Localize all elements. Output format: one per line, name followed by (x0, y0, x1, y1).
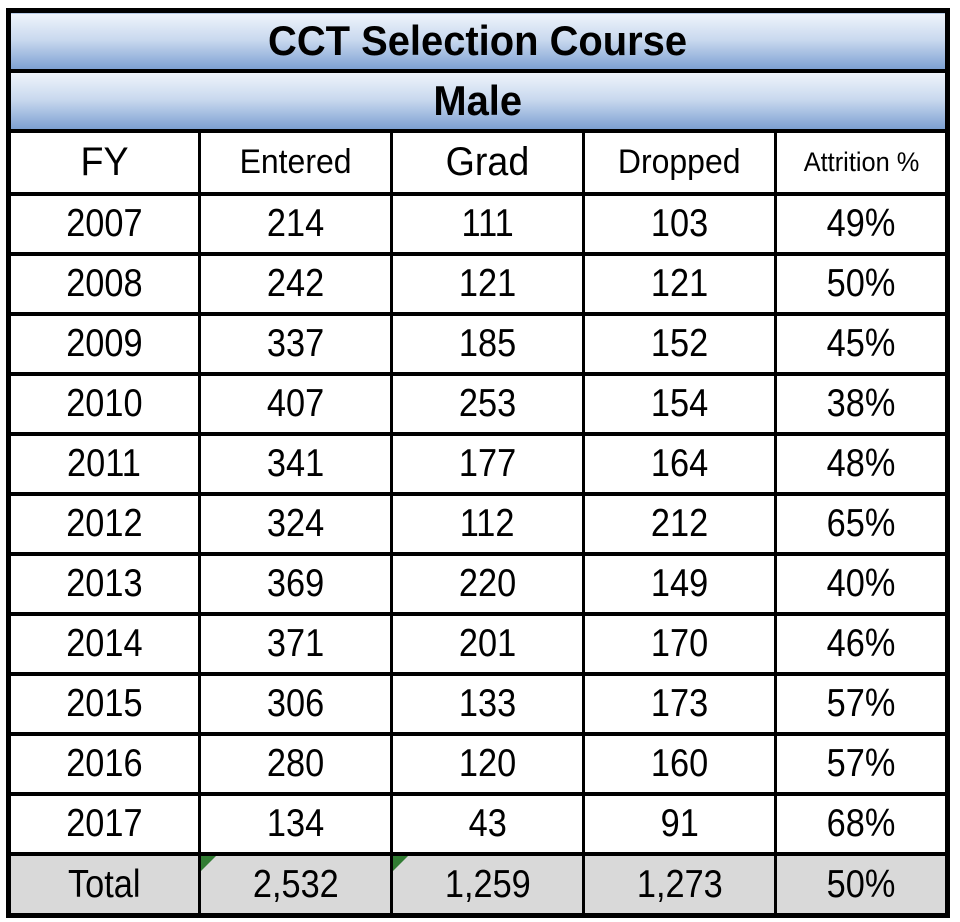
total-grad-cell[interactable]: 1,259 (392, 854, 584, 916)
cell-entered[interactable]: 337 (199, 314, 391, 374)
cell-fy[interactable]: 2013 (9, 554, 200, 614)
cell-entered[interactable]: 214 (199, 194, 391, 254)
cell-grad[interactable]: 177 (392, 434, 584, 494)
cell-grad[interactable]: 220 (392, 554, 584, 614)
cell-entered[interactable]: 324 (199, 494, 391, 554)
table-row-2014 (9, 614, 948, 674)
cell-attrition[interactable]: 68% (776, 794, 948, 854)
cell-entered[interactable]: 371 (199, 614, 391, 674)
cct-selection-table (6, 8, 950, 918)
table-row-2015 (9, 674, 948, 734)
cell-fy[interactable]: 2008 (9, 254, 200, 314)
cell-dropped[interactable]: 149 (583, 554, 775, 614)
cell-attrition[interactable]: 46% (776, 614, 948, 674)
col-header-entered[interactable]: Entered (199, 131, 391, 194)
col-header-dropped[interactable]: Dropped (583, 131, 775, 194)
cell-fy[interactable]: 2009 (9, 314, 200, 374)
cell-fy[interactable]: 2014 (9, 614, 200, 674)
column-header-row (9, 131, 948, 194)
table-row-2010 (9, 374, 948, 434)
cell-fy[interactable]: 2017 (9, 794, 200, 854)
table-title: CCT Selection Course (268, 17, 688, 64)
cell-dropped[interactable]: 91 (583, 794, 775, 854)
table-row-2016 (9, 734, 948, 794)
cell-dropped[interactable]: 103 (583, 194, 775, 254)
table-row-2009 (9, 314, 948, 374)
cell-attrition[interactable]: 38% (776, 374, 948, 434)
cell-attrition[interactable]: 45% (776, 314, 948, 374)
error-flag-icon (393, 856, 408, 871)
cell-dropped[interactable]: 173 (583, 674, 775, 734)
table-row-2007 (9, 194, 948, 254)
cell-fy[interactable]: 2010 (9, 374, 200, 434)
table-subtitle: Male (433, 77, 523, 124)
table-row-2008 (9, 254, 948, 314)
total-dropped-cell[interactable]: 1,273 (583, 854, 775, 916)
total-attrition-cell[interactable]: 50% (776, 854, 948, 916)
cell-fy[interactable]: 2016 (9, 734, 200, 794)
table-row-2013 (9, 554, 948, 614)
cell-grad[interactable]: 201 (392, 614, 584, 674)
cell-dropped[interactable]: 160 (583, 734, 775, 794)
col-header-attrition[interactable]: Attrition % (776, 131, 948, 194)
cell-attrition[interactable]: 50% (776, 254, 948, 314)
cell-dropped[interactable]: 212 (583, 494, 775, 554)
cell-entered[interactable]: 369 (199, 554, 391, 614)
cell-attrition[interactable]: 40% (776, 554, 948, 614)
cell-dropped[interactable]: 121 (583, 254, 775, 314)
cell-fy[interactable]: 2011 (9, 434, 200, 494)
cell-dropped[interactable]: 154 (583, 374, 775, 434)
cell-grad[interactable]: 120 (392, 734, 584, 794)
cell-attrition[interactable]: 48% (776, 434, 948, 494)
cell-grad[interactable]: 111 (392, 194, 584, 254)
cell-dropped[interactable]: 152 (583, 314, 775, 374)
cell-fy[interactable]: 2007 (9, 194, 200, 254)
table-subtitle-cell[interactable] (9, 71, 948, 131)
table-row-2017 (9, 794, 948, 854)
cell-grad[interactable]: 133 (392, 674, 584, 734)
col-header-grad[interactable]: Grad (392, 131, 584, 194)
cell-entered[interactable]: 341 (199, 434, 391, 494)
cell-grad[interactable]: 185 (392, 314, 584, 374)
cell-grad[interactable]: 43 (392, 794, 584, 854)
error-flag-icon (201, 856, 216, 871)
cell-entered[interactable]: 134 (199, 794, 391, 854)
cell-attrition[interactable]: 57% (776, 734, 948, 794)
table-row-2011 (9, 434, 948, 494)
cell-dropped[interactable]: 170 (583, 614, 775, 674)
cell-entered[interactable]: 306 (199, 674, 391, 734)
table-title-cell[interactable] (9, 11, 948, 72)
cell-fy[interactable]: 2015 (9, 674, 200, 734)
cell-dropped[interactable]: 164 (583, 434, 775, 494)
cell-attrition[interactable]: 65% (776, 494, 948, 554)
cell-grad[interactable]: 253 (392, 374, 584, 434)
total-entered-cell[interactable]: 2,532 (199, 854, 391, 916)
cell-grad[interactable]: 112 (392, 494, 584, 554)
cell-attrition[interactable]: 57% (776, 674, 948, 734)
cell-grad[interactable]: 121 (392, 254, 584, 314)
total-row (9, 854, 948, 916)
title-band-row (9, 11, 948, 72)
col-header-fy[interactable]: FY (9, 131, 200, 194)
total-label-cell[interactable]: Total (9, 854, 200, 916)
cell-entered[interactable]: 242 (199, 254, 391, 314)
cell-fy[interactable]: 2012 (9, 494, 200, 554)
table-row-2012 (9, 494, 948, 554)
cell-attrition[interactable]: 49% (776, 194, 948, 254)
subtitle-band-row (9, 71, 948, 131)
cell-entered[interactable]: 280 (199, 734, 391, 794)
cell-entered[interactable]: 407 (199, 374, 391, 434)
